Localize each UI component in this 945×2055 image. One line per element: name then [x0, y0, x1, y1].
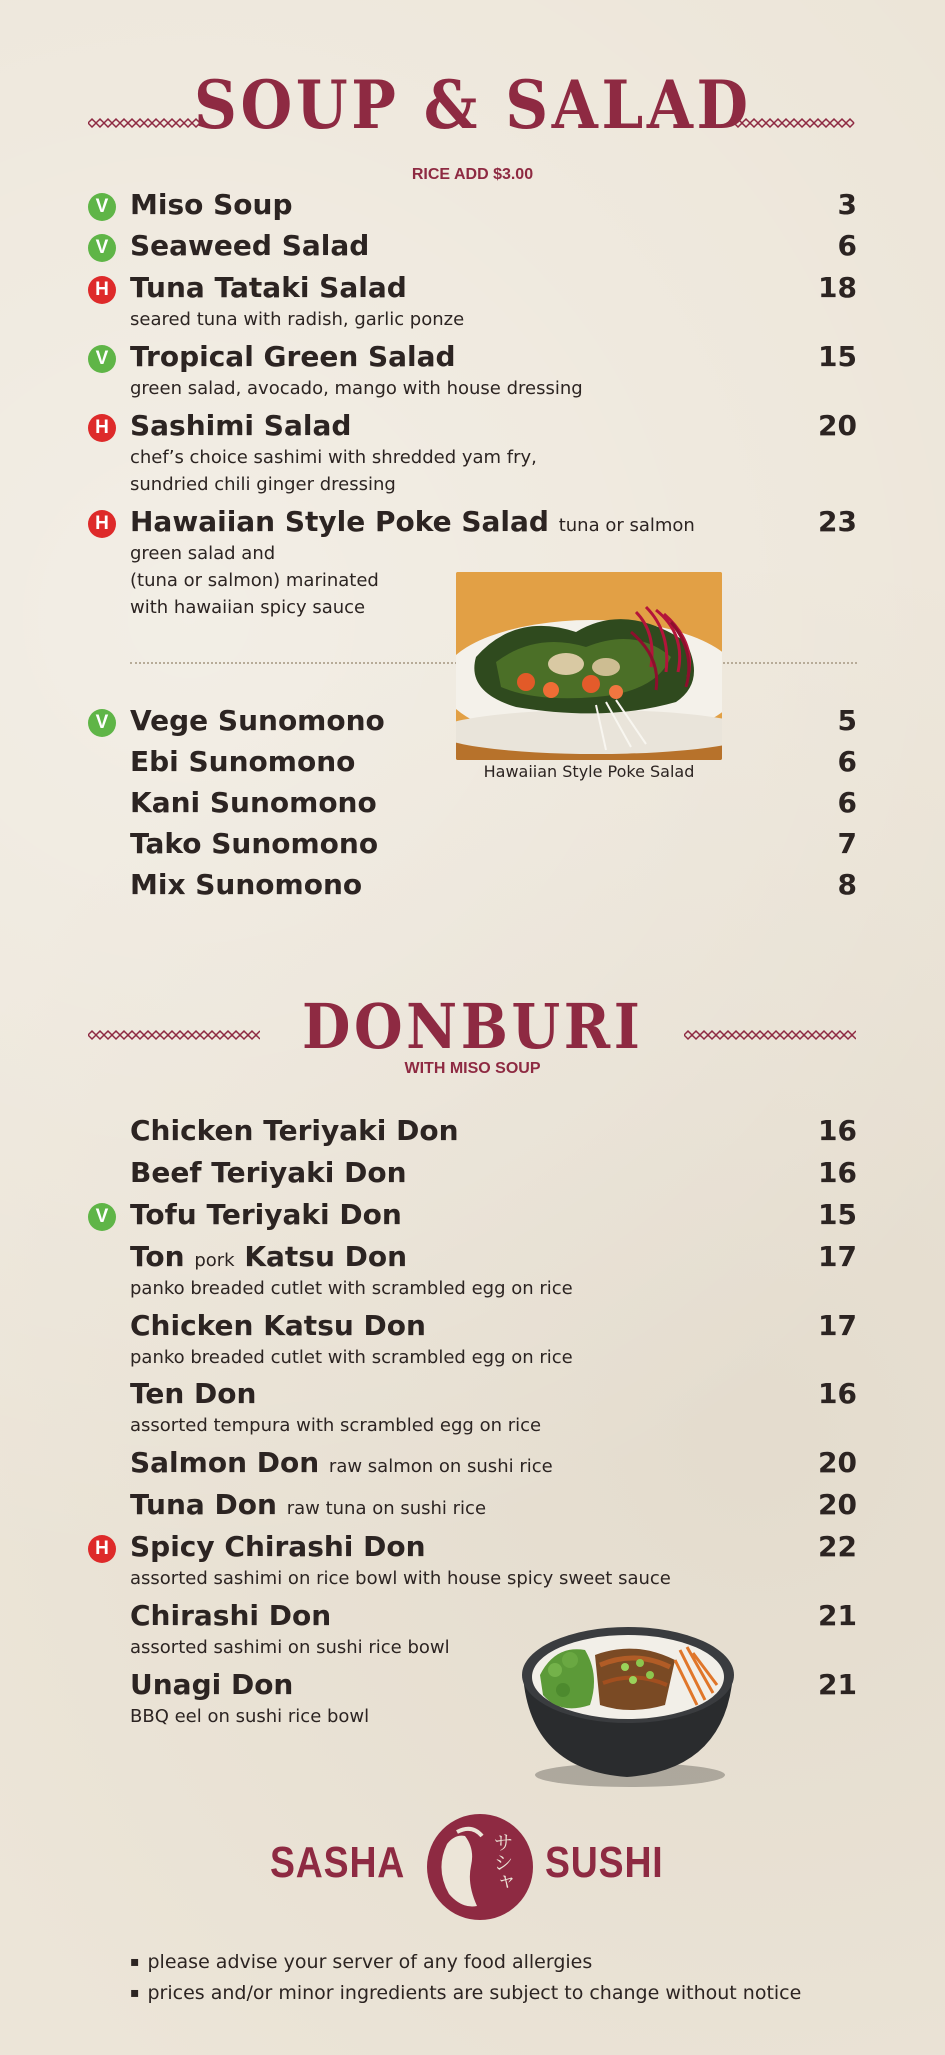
badge-hot-icon: H — [88, 1535, 116, 1563]
badge-veg-icon: V — [88, 1203, 116, 1231]
item-name: Unagi Don — [130, 1668, 294, 1701]
item-name-note: raw tuna on sushi rice — [286, 1498, 487, 1519]
menu-item-unagi-don — [130, 1668, 857, 1730]
item-description: assorted tempura with scrambled egg on rice — [130, 1415, 542, 1436]
donburi-title: DONBURI — [301, 990, 644, 1063]
item-name: Miso Soup — [130, 188, 293, 221]
item-price: 6 — [837, 786, 857, 819]
item-name-text: Katsu Don — [244, 1240, 408, 1273]
item-name-note: tuna or salmon — [558, 515, 695, 536]
item-description-line: (tuna or salmon) marinated — [130, 570, 379, 591]
menu-item-seaweed-salad — [130, 229, 857, 262]
item-name — [130, 1488, 857, 1521]
logo-emblem-icon — [427, 1814, 533, 1920]
item-name: Chicken Teriyaki Don — [130, 1114, 459, 1147]
menu-item-tofu-teriyaki-don — [130, 1198, 857, 1231]
item-price: 23 — [818, 505, 857, 538]
item-name: Sashimi Salad — [130, 409, 352, 442]
item-name: Tofu Teriyaki Don — [130, 1198, 402, 1231]
footnotes — [130, 1948, 801, 2010]
badge-hot-icon: H — [88, 510, 116, 538]
item-description: BBQ eel on sushi rice bowl — [130, 1706, 370, 1727]
menu-item-tropical-green-salad — [130, 340, 857, 402]
unagi-don-bowl-photo — [515, 1605, 740, 1795]
item-name: Kani Sunomono — [130, 786, 377, 819]
item-name: Spicy Chirashi Don — [130, 1530, 426, 1563]
item-price: 15 — [818, 340, 857, 373]
footnote-prices: ▪ prices and/or minor ingredients are subject to change without notice — [130, 1979, 801, 2010]
badge-hot-icon: H — [88, 414, 116, 442]
menu-item-chicken-teriyaki-don — [130, 1114, 857, 1147]
menu-item-ton-katsu-don — [130, 1240, 857, 1302]
item-name: Tuna Tataki Salad — [130, 271, 407, 304]
menu-item-sashimi-salad — [130, 409, 857, 498]
item-name-text: Salmon Don — [130, 1446, 320, 1479]
item-price: 22 — [818, 1530, 857, 1563]
logo-text-sasha: SASHA — [270, 1838, 406, 1887]
menu-item-chirashi-don — [130, 1599, 857, 1661]
logo-text-sushi: SUSHI — [545, 1838, 664, 1887]
item-description-line: with hawaiian spicy sauce — [130, 597, 366, 618]
item-price: 6 — [837, 745, 857, 778]
menu-item-chicken-katsu-don — [130, 1309, 857, 1371]
item-price: 18 — [818, 271, 857, 304]
menu-item-tako-sunomono — [130, 827, 857, 860]
badge-veg-icon: V — [88, 234, 116, 262]
menu-item-spicy-chirashi-don — [130, 1530, 857, 1592]
badge-hot-icon: H — [88, 276, 116, 304]
item-name: Vege Sunomono — [130, 704, 385, 737]
badge-veg-icon: V — [88, 345, 116, 373]
item-name: Chirashi Don — [130, 1599, 332, 1632]
item-description — [130, 444, 857, 498]
item-name-text: Ton — [130, 1240, 185, 1273]
soup-salad-subtitle: RICE ADD $3.00 — [411, 166, 534, 183]
menu-item-mix-sunomono — [130, 868, 857, 901]
menu-item-miso-soup — [130, 188, 857, 221]
footnote-allergies: ▪ please advise your server of any food allergies — [130, 1948, 801, 1979]
item-price: 15 — [818, 1198, 857, 1231]
item-description: assorted sashimi on rice bowl with house spicy sweet sauce — [130, 1568, 671, 1589]
item-price: 20 — [818, 1446, 857, 1479]
item-price: 16 — [818, 1156, 857, 1189]
item-price: 17 — [818, 1309, 857, 1342]
item-description-line: sundried chili ginger dressing — [130, 474, 396, 495]
item-description: green salad, avocado, mango with house dressing — [130, 378, 583, 399]
menu-item-ten-don — [130, 1377, 857, 1439]
item-price: 17 — [818, 1240, 857, 1273]
item-name: Ebi Sunomono — [130, 745, 356, 778]
menu-item-ebi-sunomono — [130, 745, 857, 778]
item-name-text: Tuna Don — [130, 1488, 277, 1521]
item-name-text: Hawaiian Style Poke Salad — [130, 505, 549, 538]
item-price: 8 — [837, 868, 857, 901]
item-name: Tako Sunomono — [130, 827, 379, 860]
item-description-line: chef’s choice sashimi with shredded yam fry, — [130, 447, 537, 468]
item-price: 21 — [818, 1599, 857, 1632]
item-description-line: green salad and — [130, 543, 276, 564]
item-price: 3 — [837, 188, 857, 221]
menu-item-tuna-tataki-salad — [130, 271, 857, 333]
badge-veg-icon: V — [88, 193, 116, 221]
poke-salad-caption: Hawaiian Style Poke Salad — [483, 762, 695, 781]
item-price: 7 — [837, 827, 857, 860]
item-name: Seaweed Salad — [130, 229, 370, 262]
item-name: Chicken Katsu Don — [130, 1309, 426, 1342]
item-name-note: raw salmon on sushi rice — [328, 1456, 553, 1477]
badge-veg-icon: V — [88, 709, 116, 737]
item-name: Tropical Green Salad — [130, 340, 456, 373]
soup-salad-title: SOUP & SALAD — [193, 66, 752, 144]
menu-item-tuna-don — [130, 1488, 857, 1521]
item-price: 20 — [818, 409, 857, 442]
item-price: 16 — [818, 1114, 857, 1147]
logo-kana: サシャ — [490, 1832, 514, 1892]
item-price: 20 — [818, 1488, 857, 1521]
item-name — [130, 1240, 857, 1273]
item-description: seared tuna with radish, garlic ponze — [130, 309, 465, 330]
item-price: 16 — [818, 1377, 857, 1410]
menu-item-salmon-don — [130, 1446, 857, 1479]
item-price: 21 — [818, 1668, 857, 1701]
item-price: 5 — [837, 704, 857, 737]
menu-item-vege-sunomono — [130, 704, 857, 737]
donburi-subtitle: WITH MISO SOUP — [404, 1060, 541, 1077]
item-description: panko breaded cutlet with scrambled egg on rice — [130, 1347, 573, 1368]
item-name: Mix Sunomono — [130, 868, 363, 901]
item-name: Beef Teriyaki Don — [130, 1156, 407, 1189]
item-name — [130, 1446, 857, 1479]
item-price: 6 — [837, 229, 857, 262]
item-description: assorted sashimi on sushi rice bowl — [130, 1637, 450, 1658]
item-name-note: pork — [194, 1250, 235, 1271]
item-description: panko breaded cutlet with scrambled egg on rice — [130, 1278, 573, 1299]
item-name: Ten Don — [130, 1377, 257, 1410]
menu-item-beef-teriyaki-don — [130, 1156, 857, 1189]
item-name — [130, 505, 857, 538]
menu-item-kani-sunomono — [130, 786, 857, 819]
